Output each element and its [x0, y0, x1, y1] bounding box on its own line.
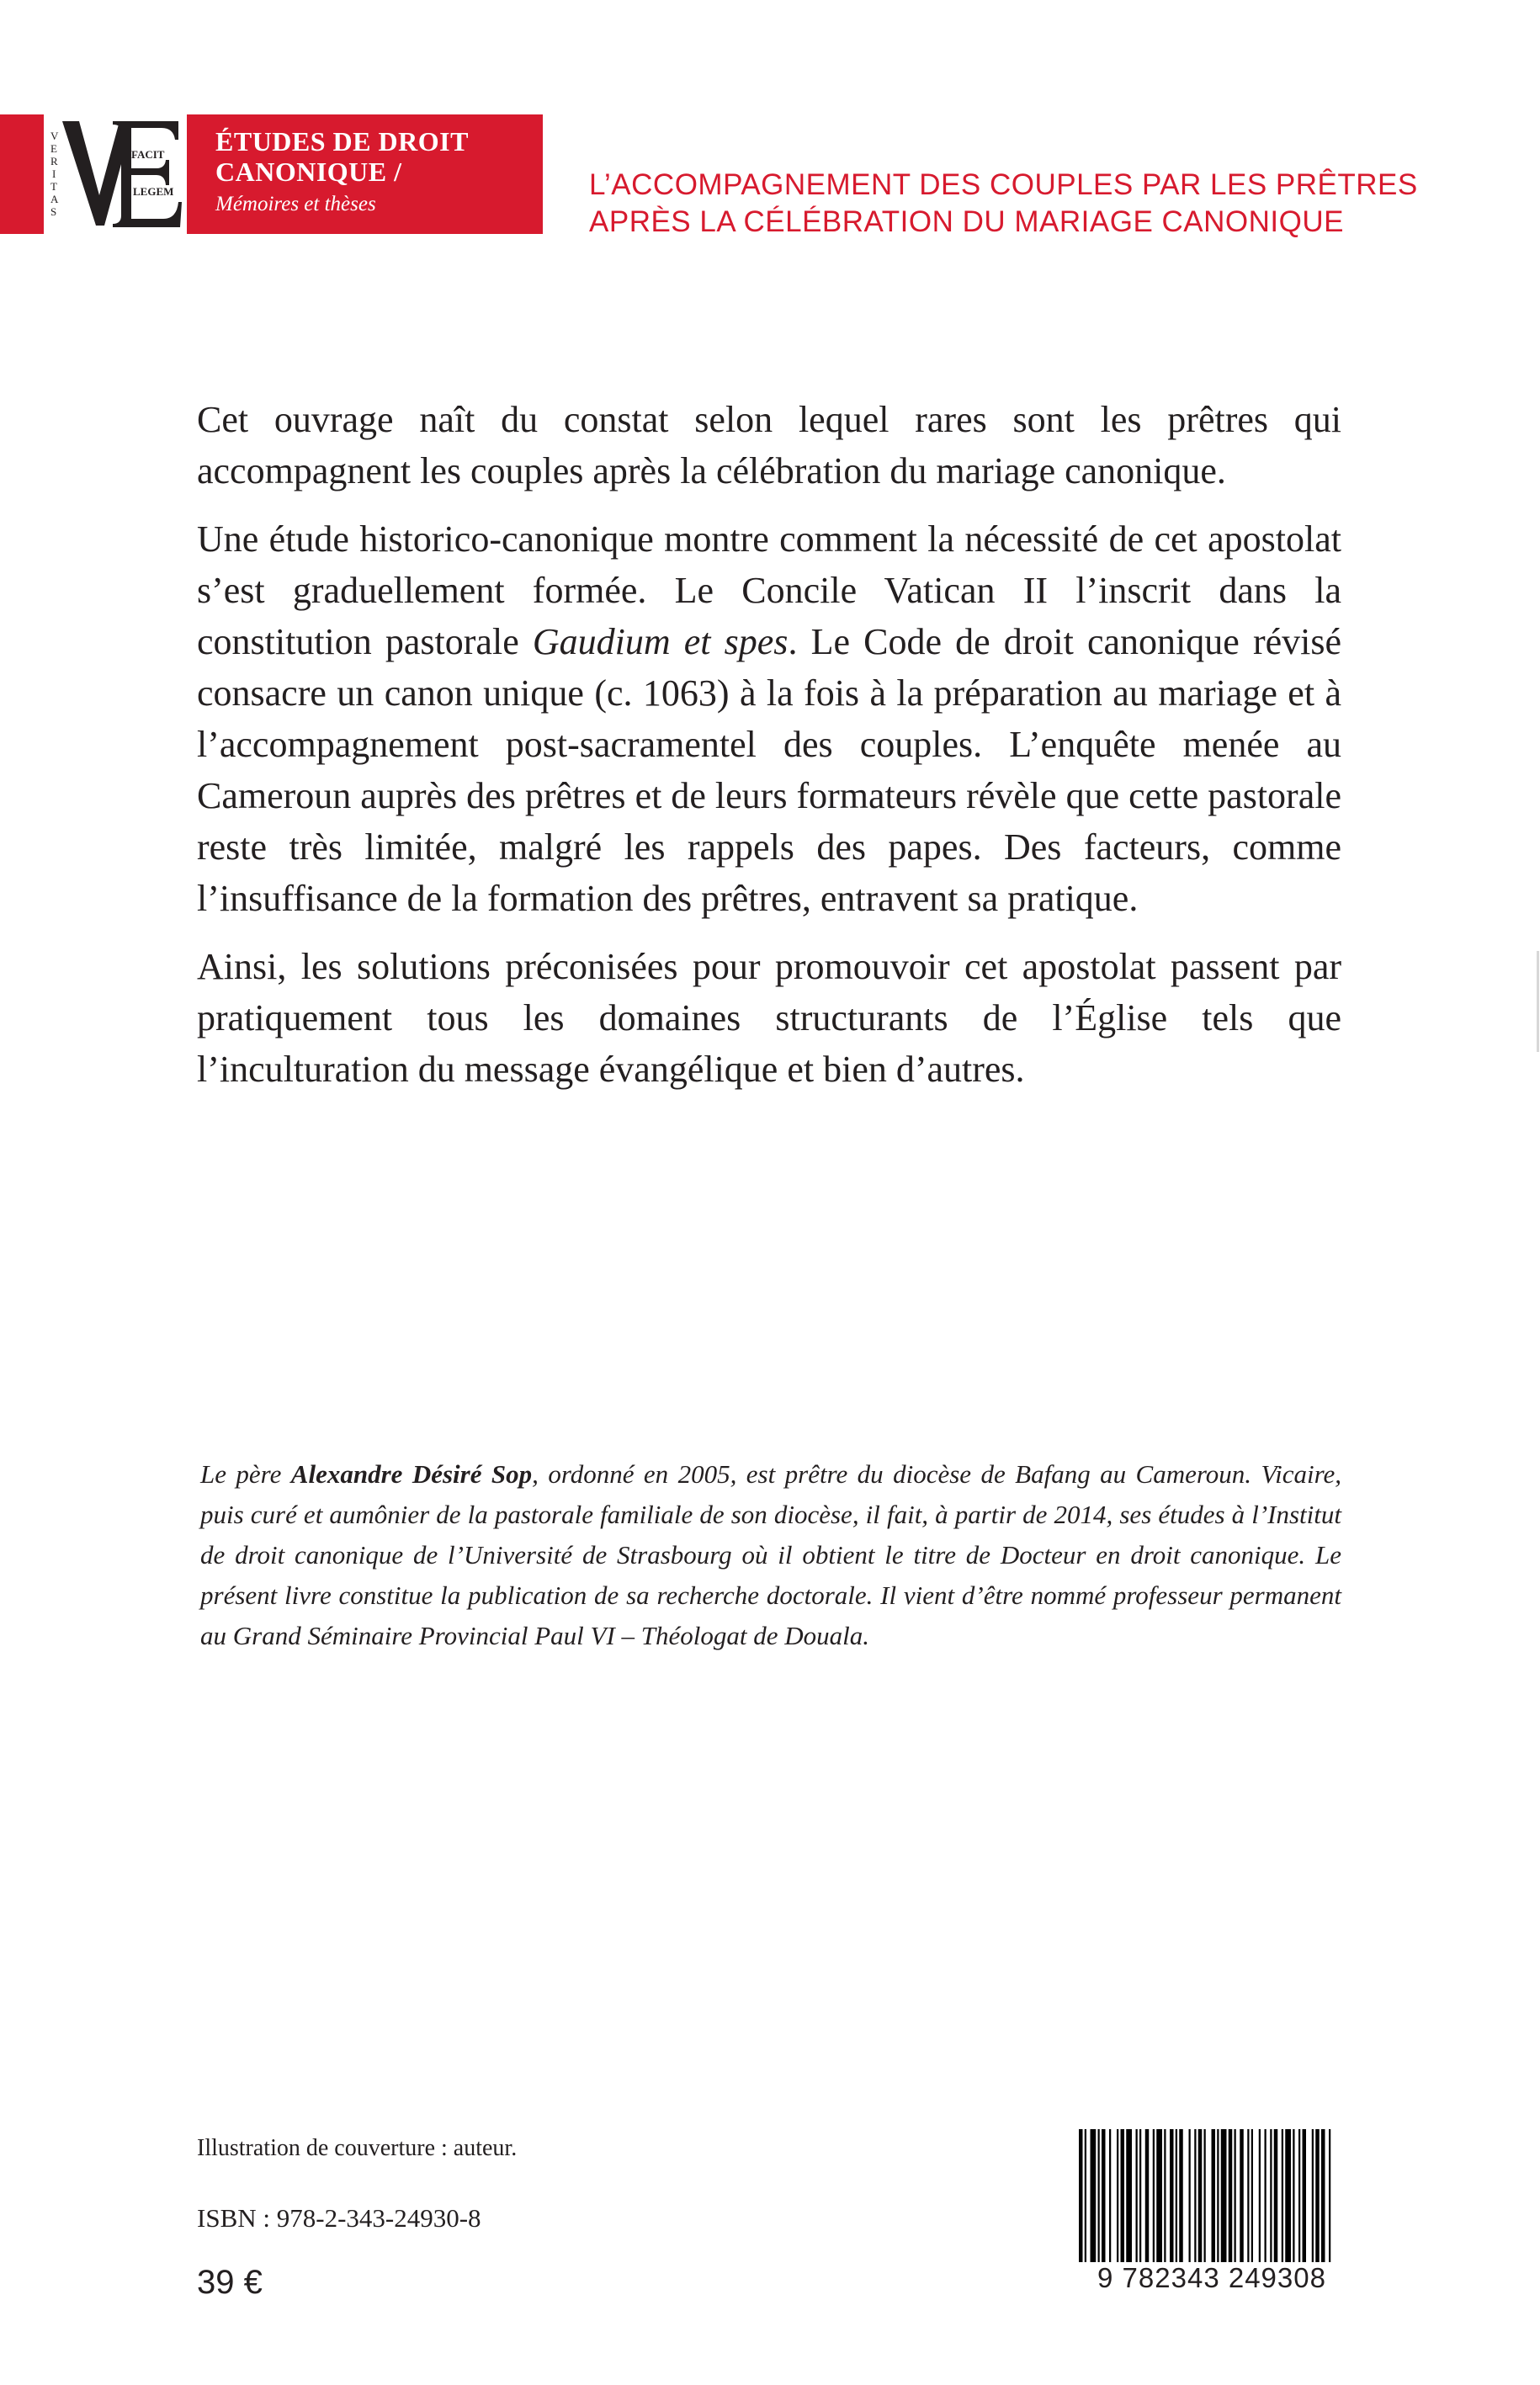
series-title-line2: CANONIQUE / [215, 157, 402, 187]
summary-paragraph-3: Ainsi, les solutions préconisées pour promouvoir cet apostolat passent par pratiquement tous les domaines structurants de l’Église tels que l’inculturation du message évangélique et bien d’autres. [197, 946, 1341, 1090]
svg-text:S: S [50, 205, 57, 218]
barcode-bar [1312, 2129, 1314, 2274]
svg-text:LEGEM: LEGEM [133, 185, 174, 198]
barcode-bar [1229, 2129, 1233, 2274]
summary-paragraph-2 [197, 513, 1341, 924]
barcode-bar [1109, 2129, 1111, 2274]
barcode-bar [1170, 2129, 1174, 2274]
svg-text:I: I [52, 167, 56, 180]
barcode-bar [1270, 2129, 1272, 2274]
book-title [589, 167, 1456, 241]
barcode-bar [1126, 2129, 1132, 2274]
barcode-digits: 9 782343 249308 [1075, 2262, 1348, 2294]
barcode-bar [1303, 2129, 1307, 2274]
barcode-bar [1221, 2129, 1227, 2274]
barcode-bar [1156, 2129, 1162, 2274]
barcode-bar [1194, 2129, 1196, 2274]
svg-text:T: T [50, 180, 57, 193]
isbn: ISBN : 978-2-343-24930-8 [197, 2203, 481, 2233]
barcode-bar [1136, 2129, 1138, 2274]
bio-author-name: Alexandre Désiré Sop [290, 1459, 533, 1489]
svg-text:R: R [50, 155, 58, 167]
summary-p2-italic: Gaudium et spes [532, 621, 789, 662]
barcode-bar [1285, 2129, 1291, 2274]
svg-text:A: A [50, 193, 59, 205]
barcode-bar [1179, 2129, 1183, 2274]
barcode-bar [1259, 2129, 1261, 2274]
barcode-bar [1282, 2129, 1283, 2274]
summary-text [197, 394, 1341, 1112]
book-title-line2: APRÈS LA CÉLÉBRATION DU MARIAGE CANONIQUE [589, 205, 1344, 238]
barcode-bar [1091, 2129, 1097, 2274]
barcode-bar [1121, 2129, 1125, 2274]
series-title-line1: ÉTUDES DE DROIT [215, 126, 469, 157]
author-bio [200, 1454, 1341, 1656]
edge-line [1537, 951, 1539, 1052]
barcode-bar [1247, 2129, 1249, 2274]
barcode-bar [1265, 2129, 1267, 2274]
barcode-bar [1212, 2129, 1216, 2274]
barcode-bar [1198, 2129, 1203, 2274]
svg-text:FACIT: FACIT [131, 148, 165, 161]
barcode-bar [1235, 2129, 1236, 2274]
barcode-bar [1293, 2129, 1294, 2274]
illustration-credit: Illustration de couverture : auteur. [197, 2135, 518, 2161]
barcode-bar [1098, 2129, 1100, 2274]
ve-logo-icon [44, 114, 187, 234]
barcode-bar [1102, 2129, 1106, 2274]
barcode-bar [1153, 2129, 1155, 2274]
bio-text: , ordonné en 2005, est prêtre du diocèse de Bafang au Cameroun. Vicaire, puis curé et aumônier de la pastorale familiale de son diocèse, il fait, à partir de 2014, ses études à l’Institut de droit canonique de l’Université de Strasbourg où il obtient le titre de Docteur en droit canonique. Le présent livre constitue la publication de sa recherche doctorale. Il vient d’être nommé professeur permanent au Grand Séminaire Provincial Paul VI – Théologat de Douala. [200, 1459, 1341, 1650]
barcode-bar [1217, 2129, 1219, 2274]
barcode-bar [1145, 2129, 1150, 2274]
summary-p2-after: . Le Code de droit canonique révisé consacre un canon unique (c. 1063) à la fois à la préparation au mariage et à l’accompagnement post-sacramentel des couples. L’enquête menée au Cameroun auprès des prêtres et de leurs formateurs révèle que cette pastorale reste très limitée, malgré les rappels des papes. Des facteurs, comme l’insuffisance de la formation des prêtres, entravent sa pratique. [197, 621, 1342, 919]
barcode-bar [1298, 2129, 1300, 2274]
barcode-bar [1240, 2129, 1244, 2274]
svg-text:V: V [50, 130, 59, 142]
barcode-bar [1164, 2129, 1166, 2274]
summary-p2-before: Une étude historico-canonique montre comment la nécessité de cet apostolat s’est graduellement formée. Le Concile Vatican II l’inscrit dans la constitution pastorale [197, 518, 1341, 662]
svg-text:E: E [50, 142, 57, 155]
series-subtitle: Mémoires et thèses [215, 193, 376, 215]
barcode-bar [1189, 2129, 1191, 2274]
barcode-bar [1204, 2129, 1206, 2274]
price: 39 € [197, 2264, 263, 2301]
barcode-bar [1321, 2129, 1325, 2274]
barcode-bar [1176, 2129, 1177, 2274]
bio-prefix: Le père [200, 1459, 291, 1489]
book-title-line1: L’ACCOMPAGNEMENT DES COUPLES PAR LES PRÊTRES [589, 168, 1418, 201]
publisher-logo [44, 114, 187, 234]
barcode-bar [1315, 2129, 1320, 2274]
barcode-bar [1139, 2129, 1141, 2274]
barcode-bar [1274, 2129, 1278, 2274]
series-title [215, 126, 469, 187]
barcode-bar [1251, 2129, 1253, 2274]
summary-paragraph-1: Cet ouvrage naît du constat selon lequel rares sont les prêtres qui accompagnent les couples après la célébration du mariage canonique. [197, 399, 1341, 491]
barcode-bar [1117, 2129, 1118, 2274]
